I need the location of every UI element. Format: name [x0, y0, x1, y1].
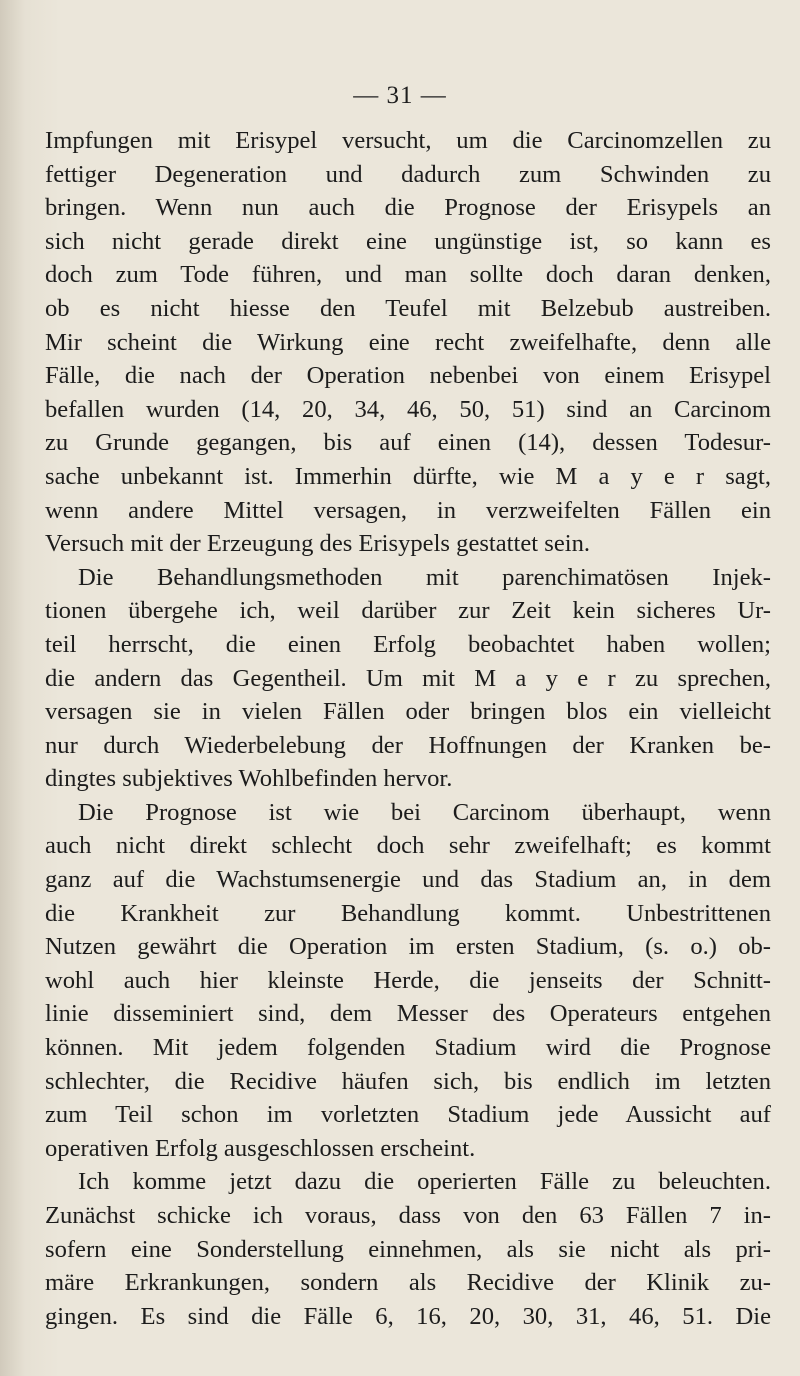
text-line: Zunächst schicke ich voraus, dass von den 63 Fällen 7 in-	[45, 1202, 771, 1229]
text-line: Fälle, die nach der Operation nebenbei von einem Erisypel	[45, 362, 771, 390]
text-line: auch nicht direkt schlecht doch sehr zweifelhaft; es kommt	[45, 832, 771, 860]
body-text	[45, 124, 771, 1333]
page-number: — 31 —	[353, 82, 447, 109]
text-line: können. Mit jedem folgenden Stadium wird die Prognose	[45, 1034, 771, 1062]
text-line: die andern das Gegentheil. Um mit M a y e r zu sprechen,	[45, 664, 771, 692]
text-line: bringen. Wenn nun auch die Prognose der Erisypels an	[45, 194, 771, 222]
text-line: befallen wurden (14, 20, 34, 46, 50, 51) sind an Carcinom	[45, 395, 771, 423]
text-line: sich nicht gerade direkt eine ungünstige ist, so kann es	[45, 227, 771, 255]
text-line: doch zum Tode führen, und man sollte doch daran denken,	[45, 261, 771, 289]
text-line: Mir scheint die Wirkung eine recht zweifelhafte, denn alle	[45, 328, 771, 356]
text-line: Die Prognose ist wie bei Carcinom überhaupt, wenn	[78, 798, 771, 826]
text-line: dingtes subjektives Wohlbefinden hervor.	[45, 765, 453, 793]
text-line: schlechter, die Recidive häufen sich, bis endlich im letzten	[45, 1067, 771, 1095]
text-line: versagen sie in vielen Fällen oder bringen blos ein vielleicht	[45, 698, 771, 726]
text-line: nur durch Wiederbelebung der Hoffnungen der Kranken be-	[45, 731, 771, 759]
text-line: gingen. Es sind die Fälle 6, 16, 20, 30, 31, 46, 51. Die	[45, 1302, 771, 1330]
text-line: wohl auch hier kleinste Herde, die jenseits der Schnitt-	[45, 966, 771, 994]
text-line: Ich komme jetzt dazu die operierten Fälle zu beleuchten.	[78, 1168, 771, 1196]
text-line: sache unbekannt ist. Immerhin dürfte, wie M a y e r sagt,	[45, 462, 771, 490]
text-line: fettiger Degeneration und dadurch zum Schwinden zu	[45, 160, 771, 188]
text-line: die Krankheit zur Behandlung kommt. Unbestrittenen	[45, 899, 771, 927]
text-line: linie disseminiert sind, dem Messer des Operateurs entgehen	[45, 1000, 771, 1028]
text-line: Die Behandlungsmethoden mit parenchimatösen Injek-	[78, 563, 771, 591]
text-line: Impfungen mit Erisypel versucht, um die Carcinomzellen zu	[45, 127, 771, 154]
text-line: teil herrscht, die einen Erfolg beobachtet haben wollen;	[45, 630, 771, 658]
text-line: zu Grunde gegangen, bis auf einen (14), dessen Todesur-	[45, 429, 771, 457]
text-line: ob es nicht hiesse den Teufel mit Belzebub austreiben.	[45, 294, 771, 322]
text-line: Versuch mit der Erzeugung des Erisypels gestattet sein.	[45, 530, 591, 558]
text-line: zum Teil schon im vorletzten Stadium jede Aussicht auf	[45, 1101, 771, 1129]
text-line: wenn andere Mittel versagen, in verzweifelten Fällen ein	[45, 496, 771, 524]
text-line: märe Erkrankungen, sondern als Recidive der Klinik zu-	[45, 1269, 771, 1297]
text-line: operativen Erfolg ausgeschlossen erscheint.	[45, 1134, 476, 1162]
text-line: ganz auf die Wachstumsenergie und das Stadium an, in dem	[45, 866, 771, 894]
text-line: sofern eine Sonderstellung einnehmen, als sie nicht als pri-	[45, 1235, 771, 1263]
text-line: Nutzen gewährt die Operation im ersten Stadium, (s. o.) ob-	[45, 933, 771, 961]
text-line: tionen übergehe ich, weil darüber zur Zeit kein sicheres Ur-	[45, 597, 771, 625]
